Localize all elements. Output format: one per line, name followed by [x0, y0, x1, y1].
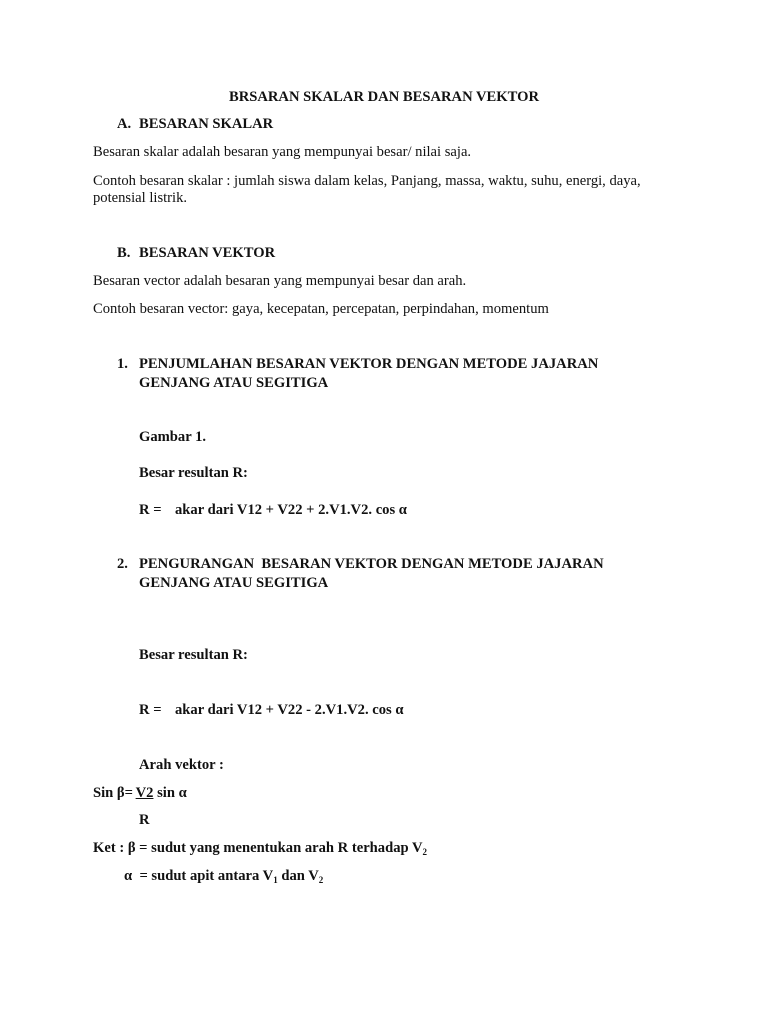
- ket-subscript: 2: [422, 847, 428, 857]
- section-a-example-line2: potensial listrik.: [93, 190, 188, 206]
- sin-lhs: Sin β=: [93, 785, 133, 801]
- alpha-subscript-2: 2: [318, 875, 324, 885]
- item1-resultant-label: Besar resultan R:: [139, 465, 248, 481]
- ket-beta-line: [93, 839, 427, 857]
- section-b-heading: BESARAN VEKTOR: [139, 245, 276, 261]
- item1-formula-lhs: R =: [139, 502, 162, 518]
- item1-heading-line2: GENJANG ATAU SEGITIGA: [139, 375, 329, 391]
- sin-rest: sin α: [157, 785, 187, 801]
- section-b-marker: B.: [117, 245, 131, 261]
- item2-formula-lhs: R =: [139, 702, 162, 718]
- item2-heading-line1: PENGURANGAN BESARAN VEKTOR DENGAN METODE JAJARAN: [139, 556, 604, 572]
- item2-formula-rhs: akar dari V12 + V22 - 2.V1.V2. cos α: [175, 702, 404, 718]
- item2-marker: 2.: [117, 556, 128, 572]
- section-a-example-line1: Contoh besaran skalar : jumlah siswa dalam kelas, Panjang, massa, waktu, suhu, energi, daya,: [93, 173, 641, 189]
- section-a-heading: BESARAN SKALAR: [139, 116, 274, 132]
- section-b-example: Contoh besaran vector: gaya, kecepatan, percepatan, perpindahan, momentum: [93, 301, 549, 317]
- alpha-mid-text: dan V: [277, 868, 319, 884]
- sin-numerator: V2: [135, 785, 154, 801]
- item1-heading-line1: PENJUMLAHAN BESARAN VEKTOR DENGAN METODE JAJARAN: [139, 356, 599, 372]
- sin-beta-equation: [93, 784, 187, 802]
- ket-alpha-line: [124, 867, 323, 885]
- item1-formula-rhs: akar dari V12 + V22 + 2.V1.V2. cos α: [175, 502, 407, 518]
- ket-text: Ket : β = sudut yang menentukan arah R terhadap V: [93, 840, 423, 856]
- item1-figure-label: Gambar 1.: [139, 429, 207, 445]
- item2-direction-label: Arah vektor :: [139, 757, 224, 773]
- section-b-definition: Besaran vector adalah besaran yang mempunyai besar dan arah.: [93, 273, 467, 289]
- sin-denominator: R: [139, 812, 150, 828]
- item2-heading-line2: GENJANG ATAU SEGITIGA: [139, 575, 329, 591]
- item1-marker: 1.: [117, 356, 128, 372]
- alpha-subscript-1: 1: [273, 875, 278, 885]
- alpha-text: α = sudut apit antara V: [124, 868, 274, 884]
- section-a-definition: Besaran skalar adalah besaran yang mempunyai besar/ nilai saja.: [93, 144, 472, 160]
- document-title: BRSARAN SKALAR DAN BESARAN VEKTOR: [228, 89, 540, 105]
- item2-resultant-label: Besar resultan R:: [139, 647, 248, 663]
- section-a-marker: A.: [117, 116, 132, 132]
